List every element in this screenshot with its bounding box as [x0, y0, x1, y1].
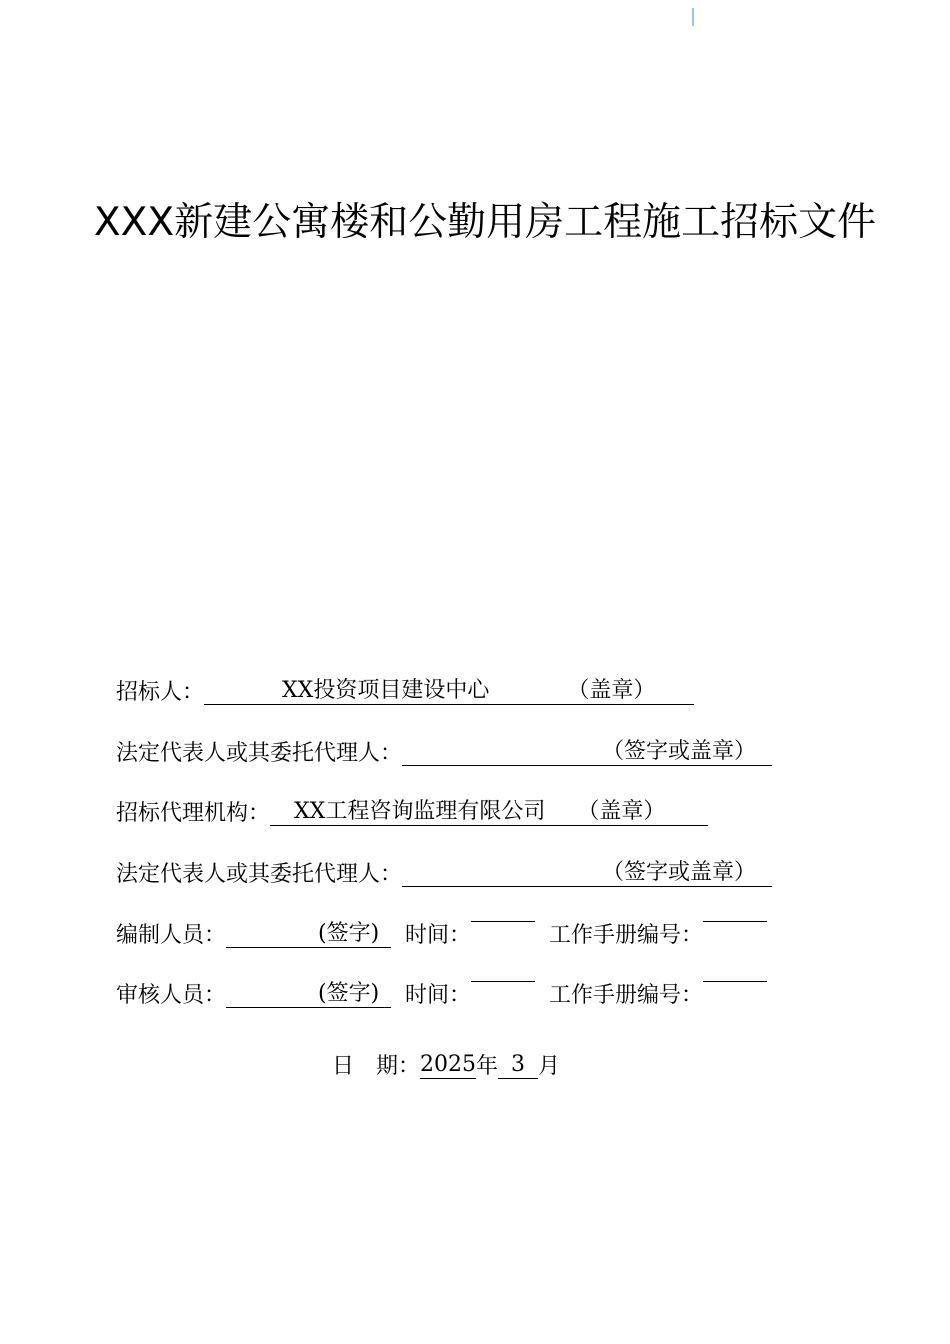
reviewer-handbook-field[interactable] — [703, 981, 767, 982]
reviewer-row — [116, 981, 767, 1011]
reviewer-sign-field[interactable] — [226, 981, 391, 1008]
compiler-handbook-field[interactable] — [703, 921, 767, 922]
legal-rep-row-2 — [116, 860, 772, 890]
text-cursor-mark — [692, 8, 694, 26]
compiler-time-label: 时间： — [405, 923, 472, 948]
compiler-label: 编制人员： — [116, 923, 227, 948]
date-month[interactable]: 3 — [498, 1052, 538, 1079]
legal-rep-field-2[interactable] — [402, 860, 772, 887]
compiler-time-field[interactable] — [471, 921, 535, 922]
tenderer-value: XX投资项目建设中心 — [282, 678, 490, 703]
reviewer-time-field[interactable] — [471, 981, 535, 982]
legal-rep-field-1[interactable] — [402, 739, 772, 766]
agency-label: 招标代理机构： — [116, 801, 271, 826]
agency-value: XX工程咨询监理有限公司 — [294, 799, 546, 824]
legal-rep-label-2: 法定代表人或其委托代理人： — [116, 862, 403, 887]
date-row — [332, 1052, 560, 1082]
date-year[interactable]: 2025 — [420, 1052, 477, 1077]
compiler-sign-field[interactable] — [226, 921, 391, 948]
legal-rep-seal-2: （签字或盖章） — [602, 860, 757, 885]
compiler-row — [116, 921, 767, 951]
reviewer-label: 审核人员： — [116, 983, 227, 1008]
agency-row — [116, 799, 708, 829]
tenderer-label: 招标人： — [116, 680, 205, 705]
reviewer-time-label: 时间： — [405, 983, 472, 1008]
tenderer-seal: （盖章） — [567, 678, 656, 703]
date-month-unit: 月 — [538, 1054, 561, 1079]
agency-seal: （盖章） — [577, 799, 666, 824]
agency-field[interactable] — [270, 799, 708, 826]
date-year-unit: 年 — [476, 1054, 499, 1079]
legal-rep-seal-1: （签字或盖章） — [602, 739, 757, 764]
legal-rep-row-1 — [116, 739, 772, 769]
date-label: 日 期： — [332, 1054, 421, 1079]
reviewer-sign: (签字) — [318, 981, 380, 1006]
tenderer-field[interactable] — [204, 678, 694, 705]
document-title: XXX新建公寓楼和公勤用房工程施工招标文件 — [93, 200, 877, 245]
tenderer-row — [116, 678, 694, 708]
legal-rep-label-1: 法定代表人或其委托代理人： — [116, 741, 403, 766]
reviewer-handbook-label: 工作手册编号： — [549, 983, 704, 1008]
compiler-handbook-label: 工作手册编号： — [549, 923, 704, 948]
compiler-sign: (签字) — [318, 921, 380, 946]
